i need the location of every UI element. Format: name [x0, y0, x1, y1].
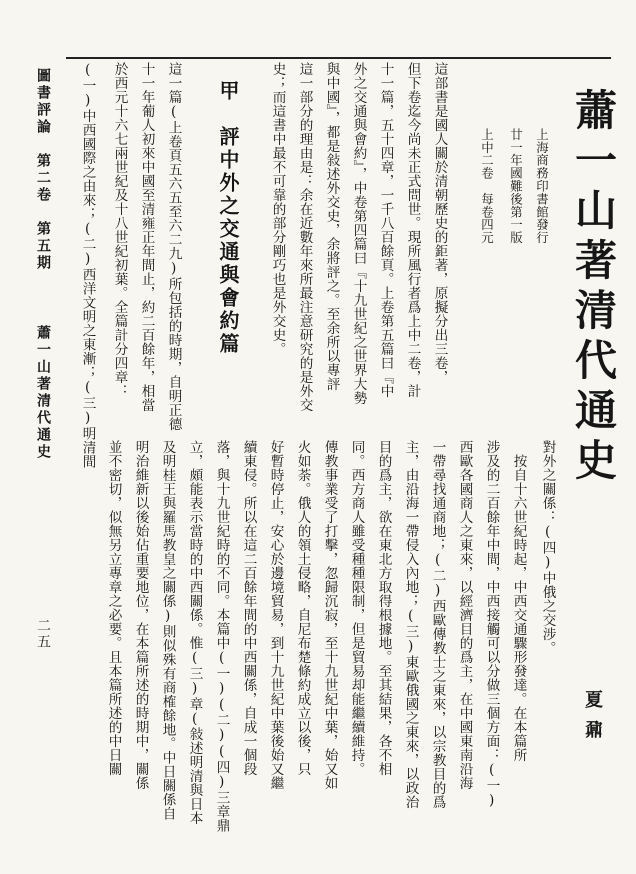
text-column: 落，與十九世紀時的不同。本篇中(一)(二)(四)三章鼎: [213, 440, 230, 833]
text-column: 並不密切，似無另立專章之必要。且本篇所述的中日關: [105, 440, 122, 776]
book-title: 蕭一山著清代通史: [569, 88, 618, 488]
text-column: 於西元十六七兩世紀及十八世紀初葉。全篇計分四章：: [111, 62, 128, 398]
running-title: 蕭一山著清代通史: [35, 325, 51, 461]
text-column: 史；而這書中最不可靠的部分剛巧也是外交史。: [269, 62, 286, 356]
text-column: 這部書是國人關於清朝歷史的鉅著，原擬分出三卷，: [431, 62, 448, 384]
text-column: (一)中西國際之由來；(二)西洋文明之東漸；(三)明清間: [79, 62, 96, 469]
text-column: 同。西方商人雖受種種限制，但是貿易却能繼續維持。: [348, 440, 365, 776]
text-column: 按自十六世紀時起，中西交通驟形發達。在本篇所: [510, 454, 527, 762]
text-column: 這一部分的理由是：余在近數年來所最注意研究的是外交: [296, 62, 313, 412]
text-column: 但下卷迄今尚未正式問世。現所風行者爲上中二卷，計: [404, 62, 421, 398]
text-column: 傳教事業受了打擊，忽歸沉寂，至十九世紀中葉，始又如: [321, 440, 338, 790]
review-author: 夏鼐: [582, 690, 603, 750]
section-heading: 甲 評中外之交通與會約篇: [216, 80, 240, 356]
text-column: 外之交通與會約』，中卷第四篇曰『十九世紀之世界大勢: [350, 62, 367, 406]
text-column: 及明桂王與羅馬教皇之關係)則似殊有商榷餘地。中日關係自: [159, 440, 176, 821]
text-column: 明治維新以後始佔重要地位，在本篇所述的時期中，關係: [132, 440, 149, 790]
text-column: 對外之關係：(四)中俄之交涉。: [539, 440, 556, 655]
page-number: 二五: [35, 618, 51, 650]
text-column: 主，由沿海一帶侵入內地；(三)東歐俄國之東來，以政治: [402, 440, 419, 809]
volumes-line: 上中二卷 每卷四元: [479, 128, 495, 245]
text-column: 十一篇，五十四章，一千八百餘頁。上卷第五篇曰『中: [377, 62, 394, 398]
text-column: 十一年葡人初來中國至清雍正年間止，約二百餘年，相當: [138, 62, 155, 412]
text-column: 續東侵。所以在這二百餘年間的中西關係，自成一個段: [240, 440, 257, 776]
top-rule: [66, 57, 611, 59]
text-column: 這一篇(上卷頁五六五至六二九)所包括的時期，自明正德: [165, 62, 182, 431]
text-column: 西歐各國商人之東來，以經濟目的爲主，在中國東南沿海: [456, 440, 473, 790]
text-column: 立，頗能表示當時的中西關係。惟(三)章(敍述明清與日本: [186, 440, 203, 826]
text-column: 目的爲主，欲在東北方取得根據地。至其結果，各不相: [375, 440, 392, 776]
text-column: 一帶尋找通商地；(二)西歐傳教士之東來，以宗教目的爲: [429, 440, 446, 809]
text-column: 好暫時停止，安心於邊境貿易，到十九世紀中葉後始又繼: [267, 440, 284, 790]
text-column: 涉及的二百餘年中間，中西接觸可以分做三個方面：(一): [483, 440, 500, 809]
text-column: 火如荼。俄人的領土侵略，自尼布楚條約成立以後，只: [294, 440, 311, 776]
publisher-line: 上海商務印書館發行: [534, 128, 550, 245]
journal-footer: 圖書評論 第二卷 第五期: [35, 68, 51, 272]
edition-line: 廿一年國難後第一版: [508, 128, 524, 245]
text-column: 與中國』，都是敍述外交史，余將評之。至余所以專評: [323, 62, 340, 392]
